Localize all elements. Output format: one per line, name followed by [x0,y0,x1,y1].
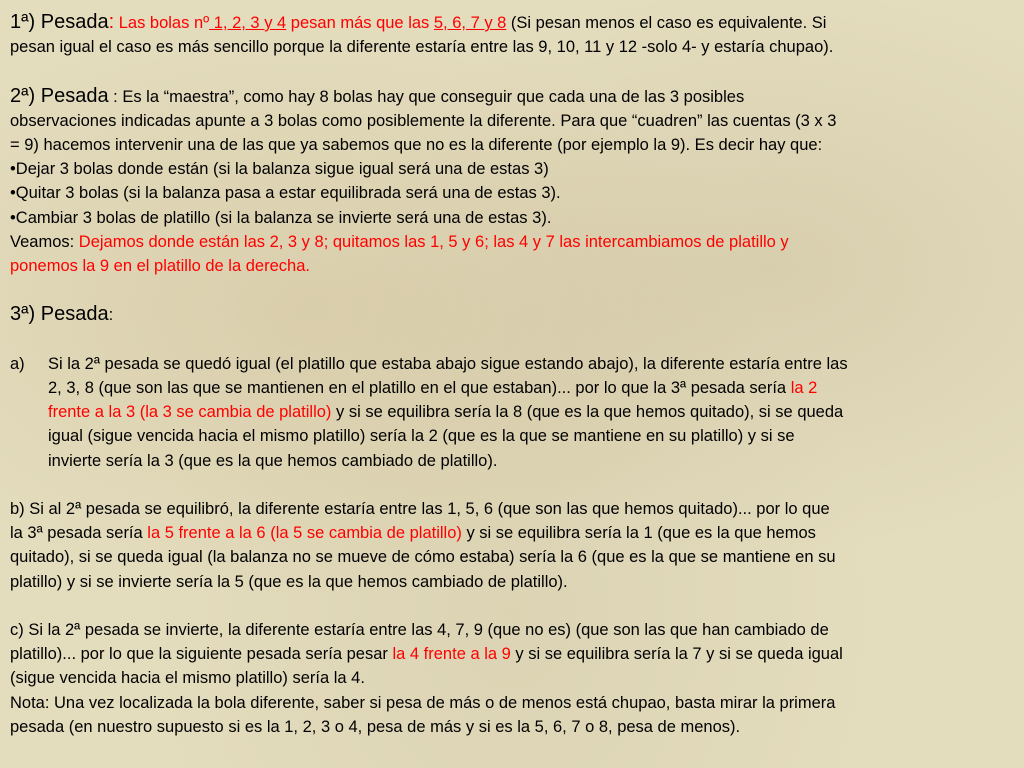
section-1-heading: 1ª) Pesada [10,11,109,33]
spacer [10,473,1016,497]
bullet-item: •Quitar 3 bolas (si la balanza pasa a estar equilibrada será una de estas 3). [10,184,561,203]
list-marker: a) [10,354,25,373]
section-3-heading: 3ª) Pesada [10,303,109,326]
note-line-2: pesada (en nuestro supuesto si es la 1, 2, 3 o 4, pesa de más y si es la 5, 6, 7 o 8, pesa de menos). [10,717,741,736]
section-1-line-1: 1ª) Pesada: Las bolas nº 1, 2, 3 y 4 pesan más que las 5, 6, 7 y 8 (Si pesan menos el caso es equivalente. Si [10,11,827,33]
spacer [10,59,1016,83]
highlight-text: ponemos la 9 en el platillo de la derecha. [10,257,310,276]
section-3-line-1: 3ª) Pesada: [10,303,114,326]
note-line-1: Nota: Una vez localizada la bola diferente, saber si pesa de más o de menos está chupao, basta mirar la primera [10,693,836,712]
spacer [10,594,1016,618]
case-a: a) Si la 2ª pesada se quedó igual (el platillo que estaba abajo sigue estando abajo), la diferente estaría entre las 2, 3, 8 (que son las que se mantienen en el platillo en el que estaban)... por lo que la 3ª pesada sería la 2 frente a la 3 (la 3 se cambia de platillo) y si se equilibra sería la 8 (que es la que hemos quitado), si se queda igual (sigue vencida hacia el mismo platillo) sería la 2 (que es la que se mantiene en su platillo) y si se invierte sería la 3 (que es la que hemos cambiado de platillo). [10,352,1016,473]
veamos-line: Veamos: Dejamos donde están las 2, 3 y 8; quitamos las 1, 5 y 6; las 4 y 7 las intercambiamos de platillo y [10,232,789,251]
section-2-line-2: observaciones indicadas apunte a 3 bolas como posiblemente la diferente. Para que “cuadren” las cuentas (3 x 3 [10,111,837,130]
section-2-heading: 2ª) Pesada [10,84,109,107]
case-c: c) Si la 2ª pesada se invierte, la diferente estaría entre las 4, 7, 9 (que no es) (que son las que han cambiado de platillo)... por lo que la siguiente pesada sería pesar la 4 frente a la 9 y si se equilibra sería la 7 y si se queda igual (sigue vencida hacia el mismo platillo) sería la 4. [10,621,843,688]
spacer [10,328,1016,352]
case-b: b) Si al 2ª pesada se equilibró, la diferente estaría entre las 1, 5, 6 (que son las que hemos quitado)... por lo que la 3ª pesada sería la 5 frente a la 6 (la 5 se cambia de platillo) y si se equilibra sería la 1 (que es la que hemos quitado), si se queda igual (la balanza no se mueve de cómo estaba) sería la 6 (que es la que se mantiene en su platillo) y si se invierte sería la 5 (que es la que hemos cambiado de platillo). [10,500,836,591]
section-2-line-3: = 9) hacemos intervenir una de las que ya sabemos que no es la diferente (por ejemplo la 9). Es decir hay que: [10,136,823,154]
spacer [10,278,1016,302]
bullet-item: •Dejar 3 bolas donde están (si la balanza sigue igual será una de estas 3) [10,160,549,179]
section-1-line-2: pesan igual el caso es más sencillo porque la diferente estaría entre las 9, 10, 11 y 12 -solo 4- y estaría chupao). [10,38,834,57]
section-2-line-1: 2ª) Pesada : Es la “maestra”, como hay 8 bolas hay que conseguir que cada una de las 3 posibles [10,84,745,107]
slide-content [10,10,1016,739]
highlight-text: Dejamos donde están las 2, 3 y 8; quitamos las 1, 5 y 6; las 4 y 7 las intercambiamos de platillo y [78,232,789,251]
bullet-item: •Cambiar 3 bolas de platillo (si la balanza se invierte será una de estas 3). [10,208,552,227]
